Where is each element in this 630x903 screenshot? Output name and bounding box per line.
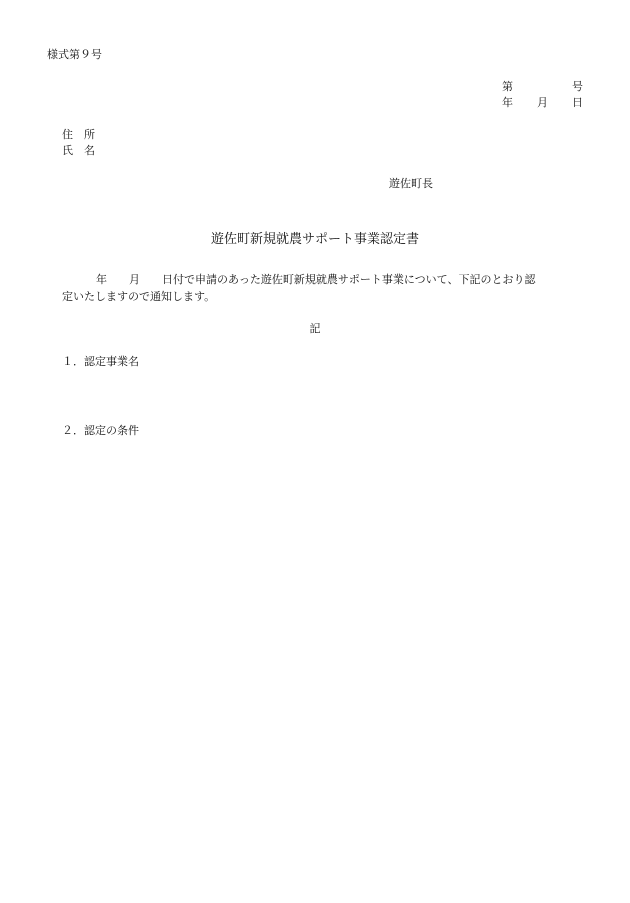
body-text-line-1: 年 月 日付で申請のあった遊佐町新規就農サポート事業について、下記のとおり認 bbox=[96, 273, 536, 286]
form-number: 様式第９号 bbox=[47, 48, 102, 61]
date-month-label: 月 bbox=[537, 96, 548, 109]
date-year-label: 年 bbox=[502, 96, 513, 109]
recipient-address-label: 住 所 bbox=[62, 128, 95, 141]
recipient-name-label: 氏 名 bbox=[62, 144, 95, 157]
issuer-name: 遊佐町長 bbox=[389, 177, 433, 190]
date-day-label: 日 bbox=[572, 96, 583, 109]
ki-heading: 記 bbox=[309, 322, 321, 335]
document-number-label: 第 bbox=[502, 80, 513, 93]
item-certification-conditions: ２．認定の条件 bbox=[62, 424, 139, 437]
item-certified-project-name: １．認定事業名 bbox=[62, 355, 139, 368]
document-number-suffix: 号 bbox=[572, 80, 583, 93]
body-text-line-2: 定いたしますので通知します。 bbox=[62, 290, 216, 303]
document-title: 遊佐町新規就農サポート事業認定書 bbox=[210, 232, 419, 247]
